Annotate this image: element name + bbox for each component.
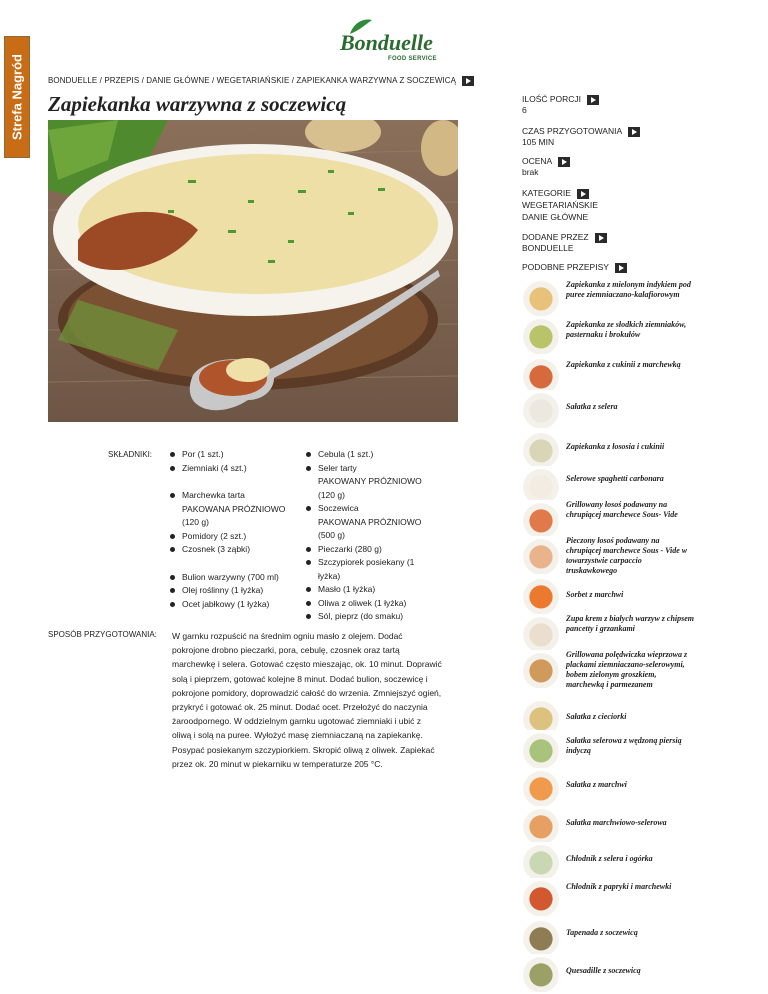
similar-recipe-thumbnail[interactable]: [522, 316, 560, 354]
similar-recipe-thumbnail[interactable]: [522, 842, 560, 880]
added-by-block: [522, 232, 607, 254]
play-icon[interactable]: [587, 95, 599, 105]
similar-recipe-item[interactable]: [522, 466, 692, 504]
ingredient-item: Sól, pieprz (do smaku): [306, 610, 446, 624]
ingredient-item: (120 g): [318, 489, 345, 500]
prep-time-block: [522, 126, 640, 148]
recipe-photo-illustration: [48, 120, 458, 422]
page-title: Zapiekanka warzywna z soczewicą: [48, 92, 347, 116]
similar-recipe-thumbnail[interactable]: [522, 614, 560, 652]
ingredients-label: SKŁADNIKI:: [108, 450, 153, 459]
similar-recipe-thumbnail[interactable]: [522, 806, 560, 844]
play-icon[interactable]: [595, 233, 607, 243]
similar-recipe-title[interactable]: Pieczony łosoś podawany na chrupiącej marchewce Sous - Vide w towarzystwie carpaccio truskawkowego: [566, 536, 688, 575]
ingredient-item: PAKOWANA PRÓŻNIOWO: [318, 516, 422, 527]
similar-recipe-thumbnail[interactable]: [522, 954, 560, 992]
category-item[interactable]: WEGETARIAŃSKIE: [522, 200, 598, 210]
similar-recipe-title[interactable]: Sałatka selerowa z wędzoną piersią indyczą: [566, 736, 682, 755]
logo-subtitle: FOOD SERVICE: [388, 56, 437, 62]
rating-label: OCENA: [522, 156, 553, 166]
play-icon[interactable]: [615, 263, 627, 273]
similar-recipe-thumbnail[interactable]: [522, 730, 560, 768]
category-block: [522, 187, 598, 223]
similar-recipe-title[interactable]: Zapiekanka ze słodkich ziemniaków, pasternaku i brokułów: [566, 320, 687, 339]
similar-recipe-thumbnail[interactable]: [522, 536, 560, 574]
similar-recipe-title[interactable]: Grillowana polędwiczka wieprzowa z plackami ziemniaczano-selerowymi, bobem zielonym groszkiem, marchewką i parmezanem: [566, 650, 688, 689]
similar-recipe-item[interactable]: [522, 316, 692, 354]
similar-recipe-thumbnail[interactable]: [522, 390, 560, 428]
portions-block: [522, 94, 599, 116]
similar-recipe-item[interactable]: [522, 878, 692, 916]
strefa-nagrod-tab[interactable]: [4, 36, 30, 158]
similar-recipe-item[interactable]: [522, 842, 692, 880]
similar-recipe-thumbnail[interactable]: [522, 878, 560, 916]
ingredient-item: (500 g): [318, 530, 345, 540]
portions-value: 6: [522, 105, 527, 115]
similar-recipe-title[interactable]: Selerowe spaghetti carbonara: [566, 474, 664, 483]
prep-time-value: 105 MIN: [522, 137, 555, 147]
similar-recipe-title[interactable]: Tapenada z soczewicą: [566, 928, 638, 937]
similar-recipe-item[interactable]: [522, 650, 692, 688]
similar-recipe-item[interactable]: [522, 954, 692, 992]
similar-recipe-item[interactable]: [522, 356, 692, 394]
similar-recipe-item[interactable]: [522, 768, 692, 806]
similar-recipe-item[interactable]: [522, 730, 692, 768]
ingredient-item: Marchewka tarta: [170, 489, 300, 503]
ingredient-item: PAKOWANY PRÓŻNIOWO: [318, 476, 422, 486]
added-by-value[interactable]: BONDUELLE: [522, 243, 574, 253]
similar-recipe-item[interactable]: [522, 918, 692, 956]
similar-recipe-title[interactable]: Zupa krem z białych warzyw z chipsem pancetty i grzankami: [566, 614, 695, 633]
similar-recipe-thumbnail[interactable]: [522, 466, 560, 504]
ingredient-item: Ziemniaki (4 szt.): [170, 462, 300, 476]
breadcrumb-text[interactable]: BONDUELLE / PRZEPIS / DANIE GŁÓWNE / WEGETARIAŃSKIE / ZAPIEKANKA WARZYWNA Z SOCZEWICĄ: [48, 76, 457, 86]
ingredient-item: Seler tarty: [306, 462, 446, 476]
rating-value: brak: [522, 167, 539, 177]
ingredient-item: Bulion warzywny (700 ml): [170, 571, 300, 585]
similar-recipe-title[interactable]: Sałatka marchwiowo-selerowa: [566, 818, 667, 827]
play-icon[interactable]: [577, 189, 589, 199]
ingredient-item: Pomidory (2 szt.): [170, 530, 300, 544]
similar-recipe-title[interactable]: Sałatka z selera: [566, 402, 618, 411]
similar-recipe-title[interactable]: Zapiekanka z cukinii z marchewką: [566, 360, 681, 369]
similar-recipe-thumbnail[interactable]: [522, 918, 560, 956]
ingredient-item: PAKOWANA PRÓŻNIOWO: [182, 503, 286, 514]
side-tab-label: Strefa Nagród: [9, 54, 25, 140]
similar-recipe-item[interactable]: [522, 430, 692, 468]
method-label: SPOSÓB PRZYGOTOWANIA:: [48, 630, 157, 639]
similar-recipe-item[interactable]: [522, 576, 692, 614]
ingredient-item: Olej roślinny (1 łyżka): [170, 584, 300, 598]
similar-recipes-label: PODOBNE PRZEPISY: [522, 262, 609, 272]
similar-recipe-item[interactable]: [522, 806, 692, 844]
ingredient-item: Ocet jabłkowy (1 łyżka): [170, 598, 300, 612]
category-label: KATEGORIE: [522, 188, 571, 198]
similar-recipe-title[interactable]: Grillowany łosoś podawany na chrupiącej marchewce Sous- Vide: [566, 500, 678, 519]
similar-recipe-title[interactable]: Zapiekanka z łososia i cukinii: [566, 442, 665, 451]
play-icon[interactable]: [628, 127, 640, 137]
ingredient-item: Cebula (1 szt.): [306, 448, 446, 462]
similar-recipe-thumbnail[interactable]: [522, 278, 560, 316]
similar-recipe-title[interactable]: Sałatka z cieciorki: [566, 712, 627, 721]
category-item[interactable]: DANIE GŁÓWNE: [522, 212, 589, 222]
similar-recipe-thumbnail[interactable]: [522, 430, 560, 468]
ingredient-item: Pieczarki (280 g): [306, 543, 446, 557]
similar-recipe-title[interactable]: Sorbet z marchwi: [566, 590, 624, 599]
ingredients-list-2: [306, 448, 446, 624]
ingredient-item: Soczewica: [306, 502, 446, 516]
logo-name: Bonduelle: [340, 30, 433, 55]
rating-block: [522, 156, 570, 178]
ingredient-item: (120 g): [182, 517, 209, 527]
added-by-label: DODANE PRZEZ: [522, 232, 589, 242]
similar-recipe-thumbnail[interactable]: [522, 650, 560, 688]
similar-recipe-title[interactable]: Chłodnik z selera i ogórka: [566, 854, 653, 863]
portions-label: ILOŚĆ PORCJI: [522, 94, 582, 104]
similar-recipe-title[interactable]: Zapiekanka z mielonym indykiem pod puree ziemniaczano-kalafiorowym: [566, 280, 691, 299]
similar-recipe-item[interactable]: [522, 614, 695, 652]
similar-recipe-item[interactable]: [522, 500, 692, 538]
similar-recipe-thumbnail[interactable]: [522, 500, 560, 538]
ingredient-item: Masło (1 łyżka): [306, 583, 446, 597]
ingredient-item: łyżka): [318, 570, 341, 581]
prep-time-label: CZAS PRZYGOTOWANIA: [522, 126, 623, 136]
play-icon[interactable]: [462, 76, 474, 86]
similar-recipe-thumbnail[interactable]: [522, 576, 560, 614]
ingredients-list-1: [170, 448, 300, 611]
similar-recipe-title[interactable]: Sałatka z marchwi: [566, 780, 627, 789]
ingredient-item: Por (1 szt.): [170, 448, 300, 462]
similar-recipe-item[interactable]: [522, 278, 692, 316]
similar-recipe-item[interactable]: [522, 390, 692, 428]
breadcrumb[interactable]: [48, 76, 474, 86]
play-icon[interactable]: [558, 157, 570, 167]
ingredient-item: Szczypiorek posiekany (1: [306, 556, 446, 570]
similar-recipes-heading: [522, 262, 627, 273]
similar-recipe-title[interactable]: Chłodnik z papryki i marchewki: [566, 882, 672, 891]
method-text: W garnku rozpuścić na średnim ogniu masło z olejem. Dodać pokrojone drobno pieczarki, pora, cebulę, czosnek oraz tartą marchewkę i selera. Gotować często mieszając, ok. 10 minut. Doprawić solą i pieprzem, gotować kolejne 8 minut. Dodać bulion, soczewicę i pokrojone pomidory, doprowadzić całość do wrzenia. Zmniejszyć ogień, przykryć i gotować ok. 25 minut. Dodać ocet. Przełożyć do naczynia żaroodpornego. W oddzielnym garnku ugotować ziemniaki i ubić z oliwą i solą na puree. Wyłożyć masę ziemniaczaną na zapiekankę. Posypać posiekanym szczypiorkiem. Skropić oliwą z oliwek. Zapiekać przez ok. 20 minut w piekarniku w temperaturze 205 °C.: [172, 631, 442, 769]
similar-recipe-thumbnail[interactable]: [522, 356, 560, 394]
similar-recipe-item[interactable]: [522, 536, 692, 574]
bonduelle-logo[interactable]: [326, 16, 456, 62]
recipe-photo: [48, 120, 458, 422]
ingredient-item: Oliwa z oliwek (1 łyżka): [306, 597, 446, 611]
similar-recipe-title[interactable]: Quesadille z soczewicą: [566, 966, 641, 975]
similar-recipe-thumbnail[interactable]: [522, 768, 560, 806]
ingredient-item: Czosnek (3 ząbki): [170, 543, 300, 557]
